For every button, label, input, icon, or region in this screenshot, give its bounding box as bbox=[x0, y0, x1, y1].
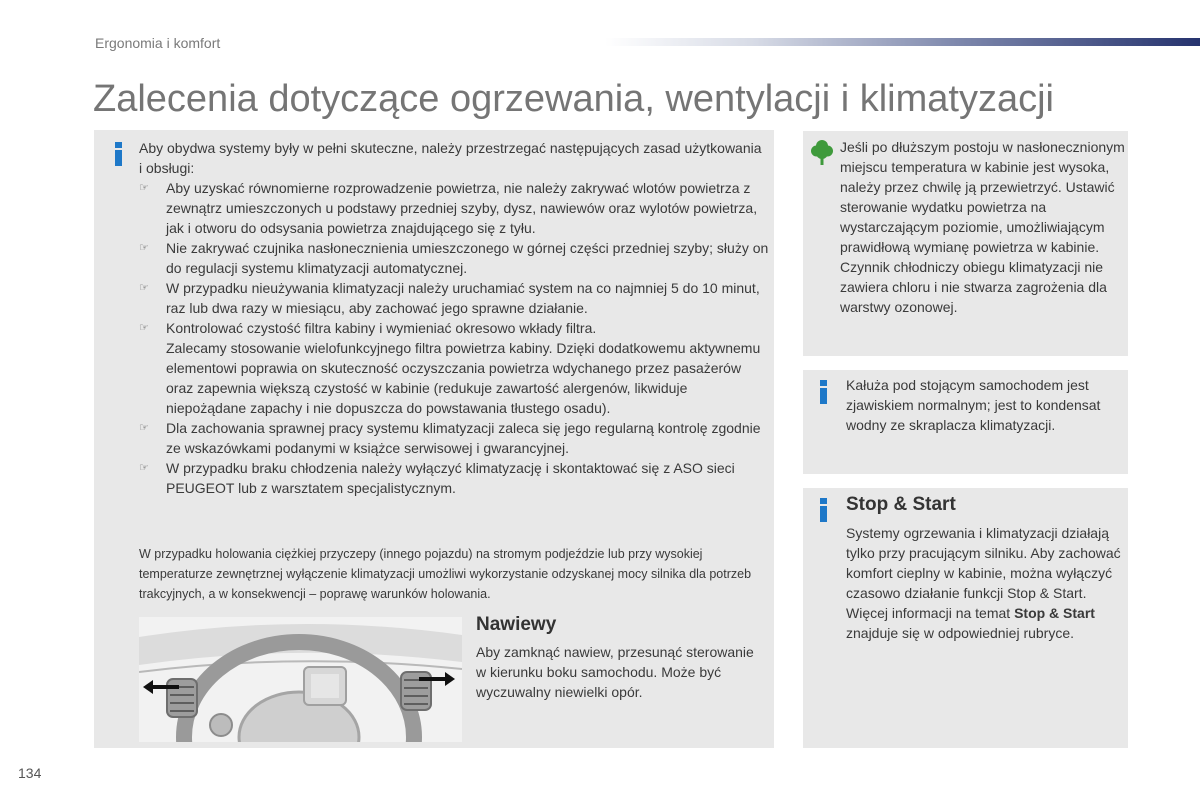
pointing-hand-icon: ☞ bbox=[139, 282, 149, 294]
list-item: ☞ Dla zachowania sprawnej pracy systemu klimatyzacji zaleca się jego regularną kontrolę zgodnie ze wskazówkami podanymi w książce serwisowej i gwarancyjnej. bbox=[139, 420, 761, 456]
vents-text: Aby zamknąć nawiew, przesunąć sterowanie w kierunku boku samochodu. Może być wyczuwalny niewielki opór. bbox=[476, 644, 754, 700]
header-bar bbox=[605, 38, 1200, 46]
eco-note-panel bbox=[803, 131, 1128, 356]
info-icon bbox=[819, 498, 828, 522]
stop-start-reference: Stop & Start bbox=[1014, 605, 1095, 621]
list-item: ☞ W przypadku nieużywania klimatyzacji należy uruchamiać system na co najmniej 5 do 10 minut, raz lub dwa razy w miesiącu, aby zachować jego sprawne działanie. bbox=[139, 280, 760, 316]
eco-note-text: Jeśli po dłuższym postoju w nasłonecznionym miejscu temperatura w kabinie jest wysoka, należy przez chwilę ją przewietrzyć. Ustawić sterowanie wydatku powietrza na wystarczającym poziomie, umożliwiającym prawidłową wymianę powietrza w kabinie. Czynnik chłodniczy obiegu klimatyzacji nie zawiera chloru i nie stwarza zagrożenia dla warstwy ozonowej. bbox=[840, 139, 1125, 315]
list-item: ☞ Aby uzyskać równomierne rozprowadzenie powietrza, nie należy zakrywać wlotów powietrza z zewnątrz umieszczonych u podstawy przedniej szyby, dysz, nawiewów oraz wylotów powietrza, jak i otworu do odsysania powietrza znajdującego się z tyłu. bbox=[139, 180, 758, 236]
filter-recommendation: Zalecamy stosowanie wielofunkcyjnego filtra powietrza kabiny. Dzięki dodatkowemu aktywnemu elementowi poprawia on skuteczność oczyszczania powietrza wdychanego przez pasażerów oraz zapewnia większą czystość w kabinie (redukuje zawartość alergenów, likwiduje niepożądane zapachy i nie dopuszcza do powstawania tłustego osadu). bbox=[166, 340, 761, 416]
vents-heading: Nawiewy bbox=[476, 614, 557, 635]
main-info-panel bbox=[94, 130, 774, 748]
page-number: 134 bbox=[18, 765, 42, 781]
info-icon bbox=[114, 142, 123, 166]
dashboard-illustration-svg bbox=[139, 617, 462, 742]
stop-start-heading: Stop & Start bbox=[846, 494, 956, 515]
stop-start-panel bbox=[803, 488, 1128, 748]
pointing-hand-icon: ☞ bbox=[139, 422, 149, 434]
pointing-hand-icon: ☞ bbox=[139, 462, 149, 474]
list-item: ☞ Kontrolować czystość filtra kabiny i wymieniać okresowo wkłady filtra. Zalecamy stosowanie wielofunkcyjnego filtra powietrza kabiny. Dzięki dodatkowemu aktywnemu elementowi poprawia on skuteczność oczyszczania powietrza wdychanego przez pasażerów oraz zapewnia większą czystość w kabinie (redukuje zawartość alergenów, likwiduje niepożądane zapachy i nie dopuszcza do powstawania tłustego osadu). bbox=[139, 318, 769, 418]
condensation-note-panel bbox=[803, 370, 1128, 474]
recommendation-list bbox=[139, 178, 769, 498]
dashboard-vents-illustration bbox=[139, 617, 462, 742]
info-icon bbox=[819, 380, 828, 404]
intro-text: Aby obydwa systemy były w pełni skuteczne, należy przestrzegać następujących zasad użytkowania i obsługi: bbox=[139, 140, 762, 176]
eco-tree-icon bbox=[811, 139, 833, 165]
pointing-hand-icon: ☞ bbox=[139, 182, 149, 194]
stop-start-text: Systemy ogrzewania i klimatyzacji działają tylko przy pracującym silniku. Aby zachować komfort cieplny w kabinie, można wyłączyć czasowo działanie funkcji Stop & Start. Więcej informacji na temat Stop & Start znajduje się w odpowiedniej rubryce. bbox=[846, 525, 1121, 641]
page-title: Zalecenia dotyczące ogrzewania, wentylacji i klimatyzacji bbox=[93, 78, 1054, 120]
condensation-note-text: Kałuża pod stojącym samochodem jest zjawiskiem normalnym; jest to kondensat wodny ze skraplacza klimatyzacji. bbox=[846, 377, 1101, 433]
pointing-hand-icon: ☞ bbox=[139, 242, 149, 254]
towing-note: W przypadku holowania ciężkiej przyczepy (innego pojazdu) na stromym podjeździe lub przy wysokiej temperaturze zewnętrznej wyłączenie klimatyzacji umożliwi wykorzystanie odzyskanej mocy silnika dla potrzeb trakcyjnych, a w konsekwencji – poprawę warunków holowania. bbox=[139, 547, 752, 601]
list-item: ☞ Nie zakrywać czujnika nasłonecznienia umieszczonego w górnej części przedniej szyby; służy on do regulacji systemu klimatyzacji automatycznej. bbox=[139, 240, 769, 276]
section-label: Ergonomia i komfort bbox=[95, 35, 221, 51]
pointing-hand-icon: ☞ bbox=[139, 322, 149, 334]
list-item: ☞ W przypadku braku chłodzenia należy wyłączyć klimatyzację i skontaktować się z ASO sieci PEUGEOT lub z warsztatem specjalistycznym. bbox=[139, 460, 735, 496]
